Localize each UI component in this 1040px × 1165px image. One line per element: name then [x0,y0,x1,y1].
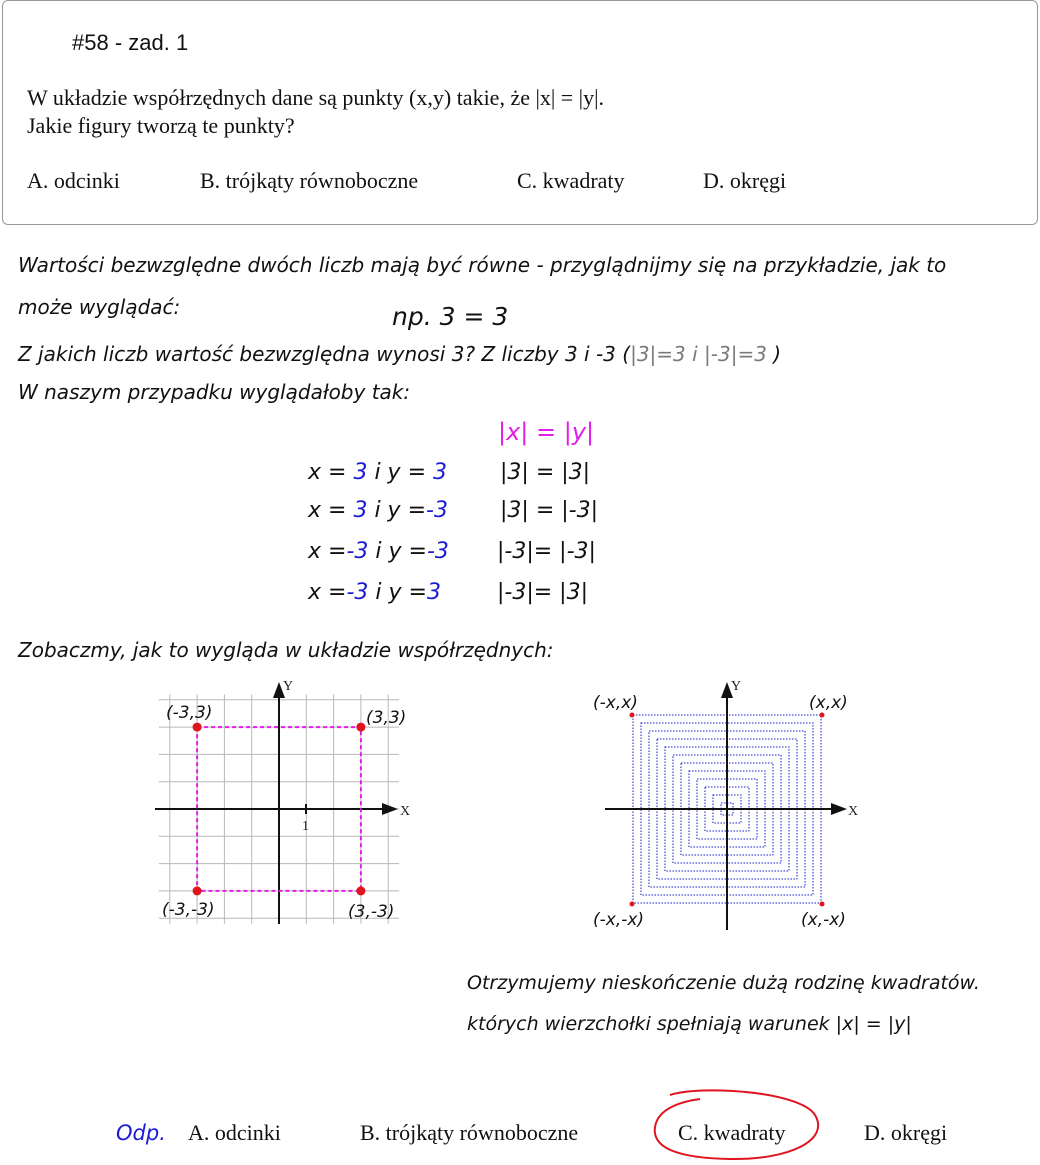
case-x-prefix: x = [308,460,354,485]
case-y-value: 3 [433,460,447,485]
case-row-2 [308,498,448,523]
case-x-prefix: x = [308,498,354,523]
answer-option-a: A. odcinki [188,1120,281,1145]
data-point [356,886,365,895]
case-abs-3: |-3|= |-3| [497,539,596,564]
case-x-value: 3 [353,498,368,523]
option-d: D. okręgi [703,168,787,193]
case-abs-2: |3| = |-3| [500,498,599,523]
answer-label: Odp. [116,1121,166,1145]
case-x-value: 3 [353,460,368,485]
line3-close-paren: ) [773,342,782,366]
data-point [356,723,365,732]
data-point [193,886,202,895]
case-row-4 [308,580,441,605]
line3-abs-values: |3|=3 i |-3|=3 [630,342,767,366]
case-y-value: -3 [426,498,448,523]
case-y-value: 3 [426,580,441,605]
case-y-prefix: i y = [368,539,427,564]
case-row-1 [308,460,447,485]
corner-point [820,902,825,907]
point-label: (3,-3) [348,902,395,922]
example-equation: np. 3 = 3 [392,302,509,331]
case-x-value: -3 [346,539,369,564]
answer-option-b: B. trójkąty równoboczne [360,1120,579,1145]
option-c: C. kwadraty [517,168,625,193]
x-axis-arrow [382,803,398,815]
question-line-1: W układzie współrzędnych dane są punkty (x,y) takie, że |x| = |y|. [27,85,604,110]
corner-point [630,713,635,718]
point-label: (3,3) [366,708,407,728]
answer-option-c: C. kwadraty [678,1120,786,1145]
option-a: A. odcinki [27,168,120,193]
x-axis-label: X [400,804,411,819]
y-axis-label: Y [731,679,742,694]
data-point [193,723,202,732]
corner-label: (-x,x) [593,693,638,713]
y-axis-label: Y [283,679,294,694]
line3-text: Z jakich liczb wartość bezwzględna wynosi 3? Z liczby 3 i -3 ( [18,342,631,366]
case-abs-1: |3| = |3| [500,460,591,485]
case-x-prefix: x = [308,539,347,564]
case-abs-4: |-3|= |3| [497,580,589,605]
case-y-prefix: i y = [367,460,433,485]
solution-line-4: W naszym przypadku wyglądałoby tak: [18,380,411,404]
graph-2 [585,672,875,940]
case-y-prefix: i y = [368,580,427,605]
point-label: (-3,3) [166,703,213,723]
case-x-value: -3 [346,580,369,605]
solution-line-1: Wartości bezwzględne dwóch liczb mają być równe - przyglądnijmy się na przykładzie, jak to [18,253,947,277]
corner-point [630,902,635,907]
corner-label: (x,-x) [801,910,846,930]
case-y-value: -3 [426,539,449,564]
case-x-prefix: x = [308,580,347,605]
point-label: (-3,-3) [162,900,215,920]
case-row-3 [308,539,449,564]
corner-label: (-x,-x) [593,910,645,930]
conclusion-line-2: których wierzchołki spełniają warunek |x| = |y| [467,1013,912,1035]
tick-label: 1 [302,819,309,834]
corner-label: (x,x) [809,693,848,713]
answer-option-d: D. okręgi [864,1120,948,1145]
selection-ring [655,1090,818,1159]
answer-circle [640,1085,830,1165]
x-axis-label: X [848,804,859,819]
solution-line-2: może wyglądać: [18,295,181,319]
solution-line-5: Zobaczmy, jak to wygląda w układzie współrzędnych: [18,638,554,662]
case-y-prefix: i y = [367,498,426,523]
option-b: B. trójkąty równoboczne [200,168,419,193]
conclusion-line-1: Otrzymujemy nieskończenie dużą rodzinę kwadratów. [467,972,980,994]
solution-line-3 [18,342,781,366]
abs-equation: |x| = |y| [498,418,595,446]
x-axis-arrow [831,803,847,815]
graph-1 [150,672,430,934]
task-number: #58 - zad. 1 [72,30,189,55]
question-line-2: Jakie figury tworzą te punkty? [27,113,295,138]
corner-point [820,713,825,718]
